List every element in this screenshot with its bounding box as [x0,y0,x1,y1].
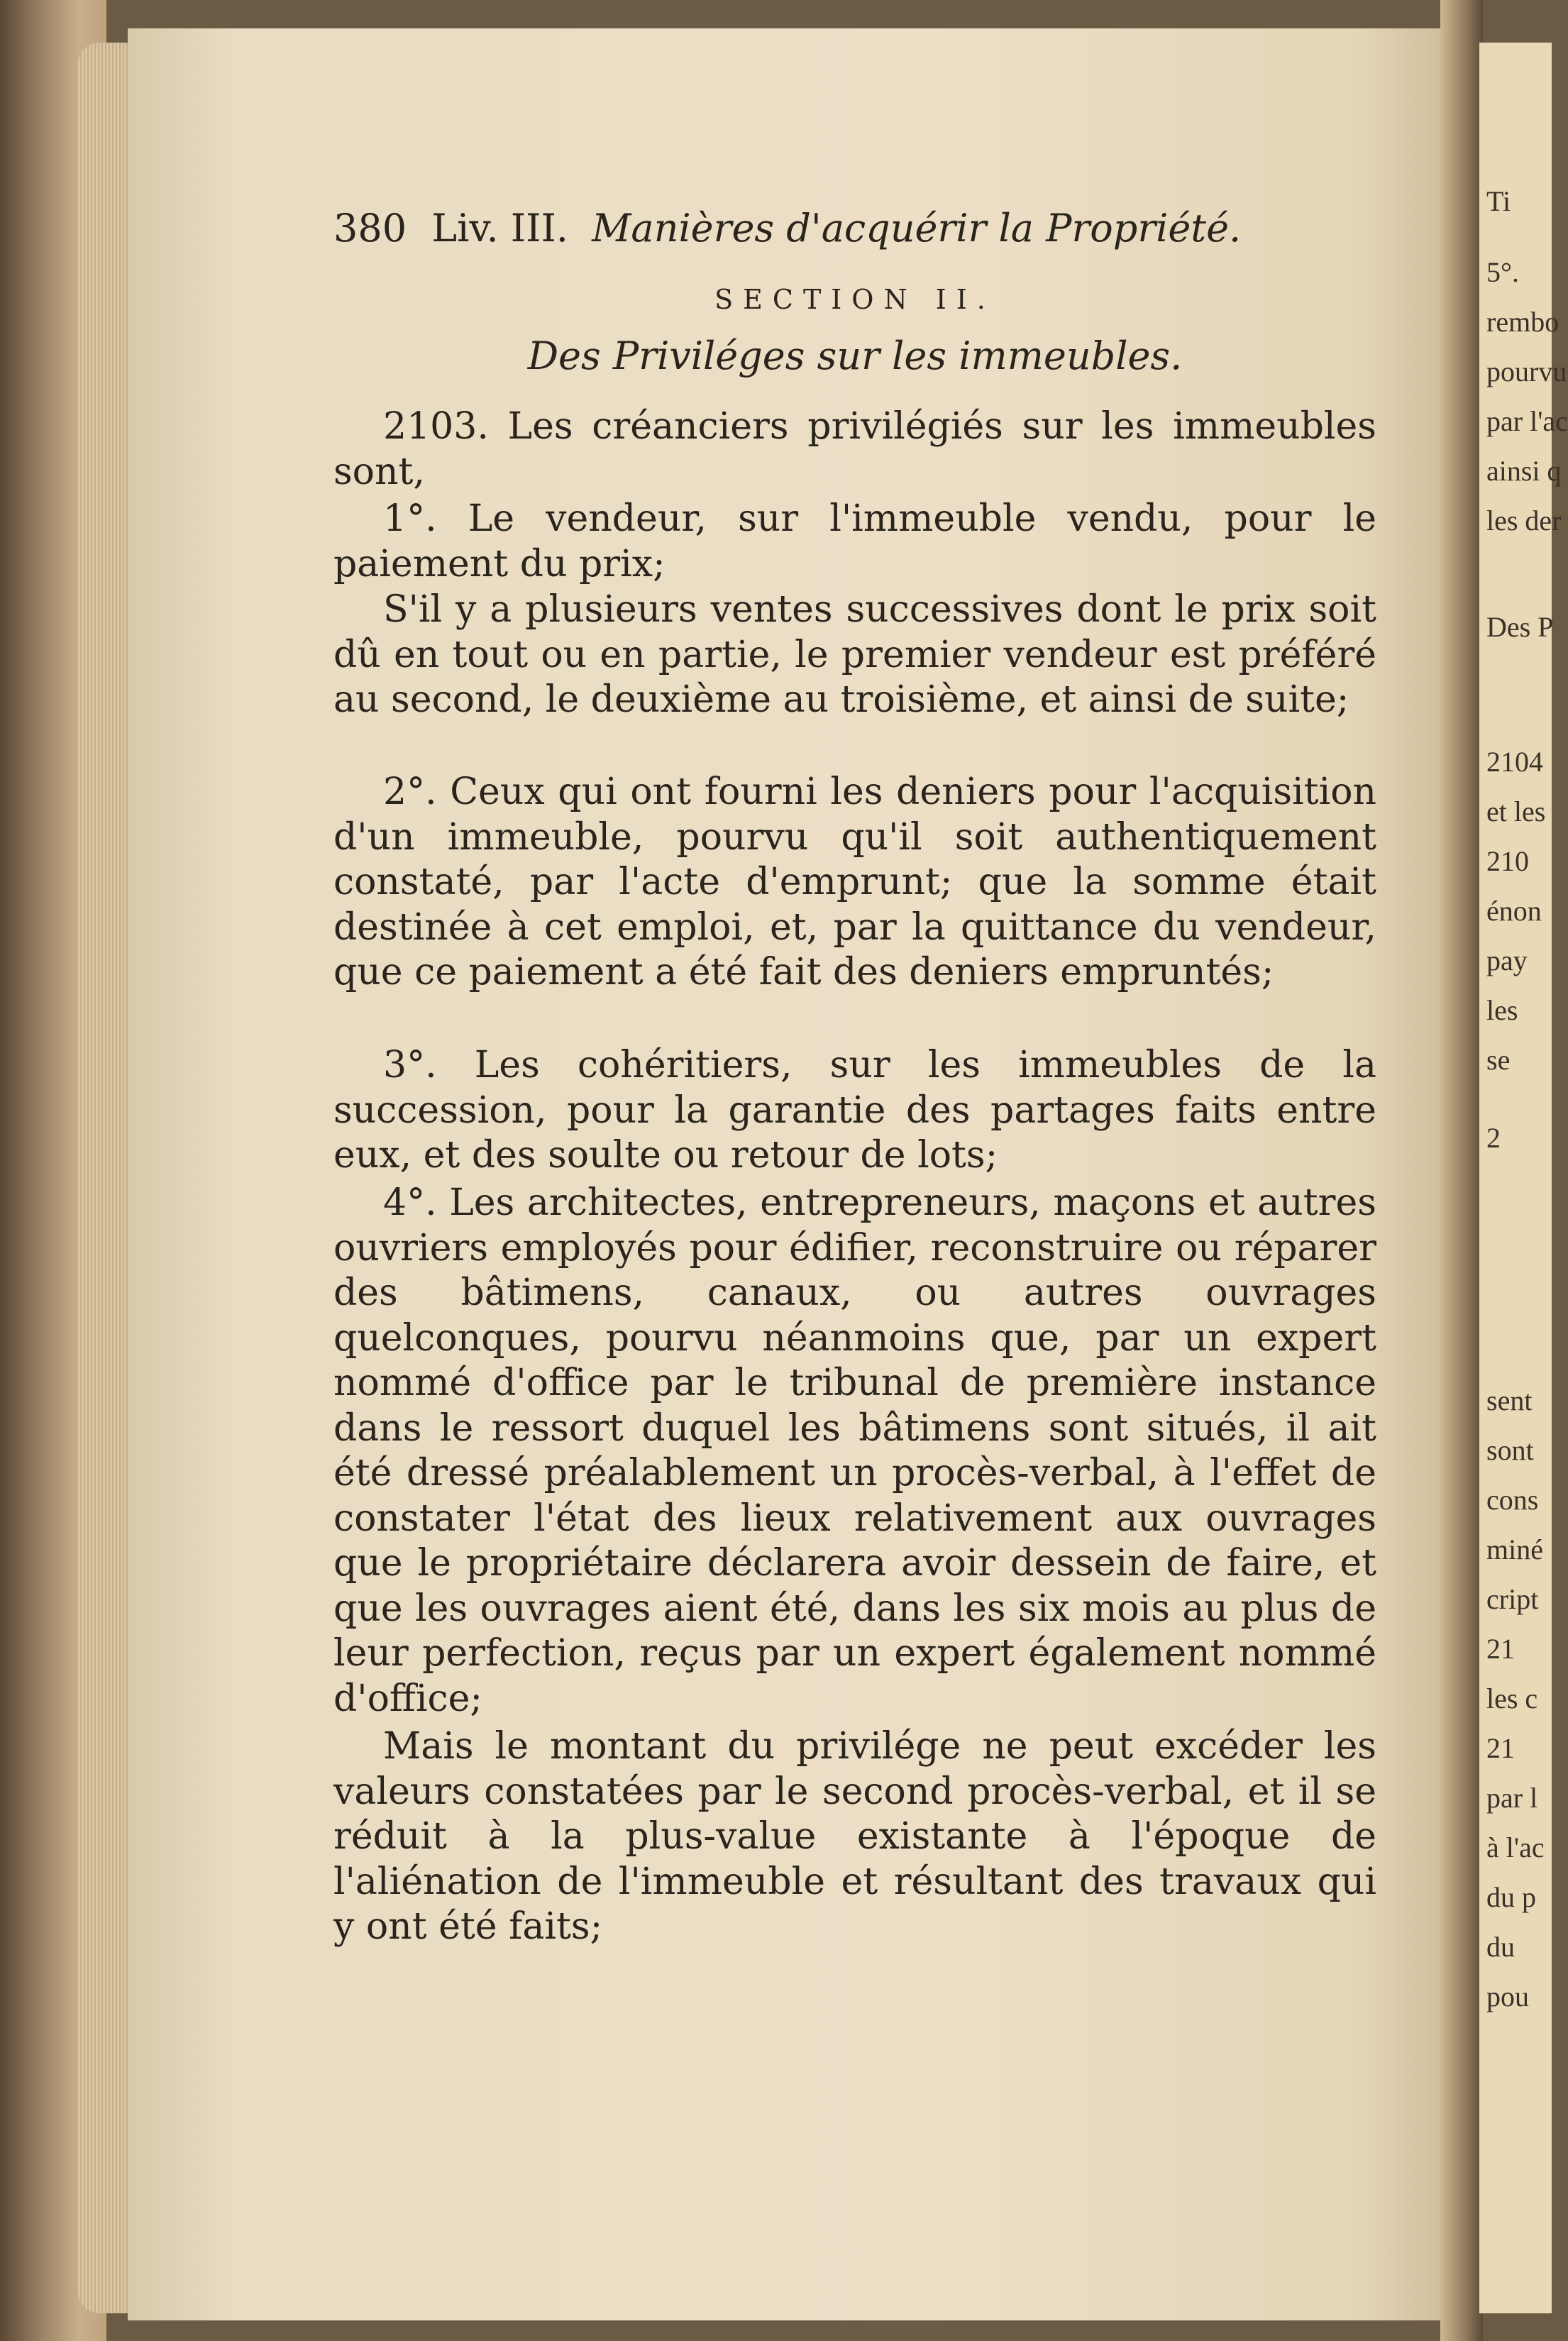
paragraph-text: 2°. Ceux qui ont fourni les deniers pour l'acquisition d'un immeuble, pourvu qu'il soit authentiquement constaté, par l'acte d'emprunt; que la somme était destinée à cet emploi, et, par la quittance du vendeur, que ce paiement a été fait des deniers empruntés; [333,771,1376,993]
facing-page-fragment: 2 [1486,1122,1501,1154]
facing-page-fragment: à l'ac [1486,1832,1545,1863]
facing-page-fragment: sont [1486,1434,1534,1466]
facing-page-fragment: pou [1486,1981,1529,2012]
facing-page-fragment: 21 [1486,1633,1515,1665]
page-number: 380 [333,206,407,250]
facing-page-fragment: 5°. [1486,256,1519,288]
facing-page-fragment: 210 [1486,845,1529,877]
paragraph-4 [333,1181,1376,1722]
facing-page-fragment: Des P [1486,611,1554,643]
facing-page-fragment: sent [1486,1384,1533,1416]
running-head [333,206,1341,255]
paragraph-2 [333,770,1376,996]
paragraph-text: 1°. Le vendeur, sur l'immeuble vendu, pour le paiement du prix; [333,497,1376,585]
facing-page-fragment: énon [1486,895,1542,927]
chapter-title: Manières d'acquérir la Propriété. [592,206,1242,250]
facing-page-fragment: les [1486,994,1518,1026]
facing-page-fragment: du p [1486,1881,1536,1913]
paragraph-text: 4°. Les architectes, entrepreneurs, maçons et autres ouvriers employés pour édifier, reconstruire ou réparer des bâtimens, canaux, ou autres ouvrages quelconques, pourvu néanmoins que, par un expert nommé d'office par le tribunal de première instance dans le ressort duquel les bâtimens sont situés, il ait été dressé préalablement un procès-verbal, à l'effet de constater l'état des lieux relativement aux ouvrages que le propriétaire déclarera avoir dessein de faire, et que les ouvrages aient été, dans les six mois au plus de leur perfection, reçus par un expert également nommé d'office; [333,1181,1376,1720]
paragraph-text: 3°. Les cohéritiers, sur les immeubles de la succession, pour la garantie des partages faits entre eux, et des soulte ou retour de lots; [333,1044,1376,1177]
paragraph-successive-sales [333,588,1376,723]
facing-page-fragment: ainsi q [1486,455,1562,487]
paragraph-3 [333,1043,1376,1179]
facing-page-fragment: pay [1486,944,1528,976]
facing-page-fragment: miné [1486,1533,1543,1565]
facing-page-fragment: cript [1486,1583,1539,1615]
facing-page-fragment: du [1486,1931,1515,1963]
paragraph-1 [333,497,1376,587]
facing-page-fragment: rembo [1486,306,1559,338]
section-label: SECTION II. [714,284,995,315]
gutter [1440,0,1483,2341]
paragraph-text: 2103. Les créanciers privilégiés sur les immeubles sont, [333,405,1376,493]
facing-page-fragment: les c [1486,1682,1538,1714]
facing-page-fragment: se [1486,1044,1511,1076]
facing-page-fragment: et les [1486,795,1546,827]
section-title: Des Priviléges sur les immeubles. [527,334,1183,378]
facing-page-fragment: par l'ac [1486,405,1568,437]
facing-page-fragment: 2104 [1486,746,1543,778]
book-label: Liv. III. [431,206,568,250]
facing-page-fragment: pourvu [1486,356,1567,387]
facing-page-fragment: par l [1486,1782,1538,1814]
facing-page-fragment: les der [1486,505,1562,536]
facing-page [1479,43,1568,2313]
facing-page-fragment: cons [1486,1484,1539,1516]
paragraph-text: S'il y a plusieurs ventes successives dont le prix soit dû en tout ou en partie, le premier vendeur est préféré au second, le deuxième au troisième, et ainsi de suite; [333,588,1376,721]
paragraph-limit [333,1724,1376,1950]
facing-page-fragment: 21 [1486,1732,1515,1764]
facing-page-fragment: Ti [1486,185,1511,217]
paragraph-2103 [333,404,1376,495]
paragraph-text: Mais le montant du privilége ne peut excéder les valeurs constatées par le second procès-verbal, et il se réduit à la plus-value existante à l'époque de l'aliénation de l'immeuble et résultant des travaux qui y ont été faits; [333,1725,1376,1948]
